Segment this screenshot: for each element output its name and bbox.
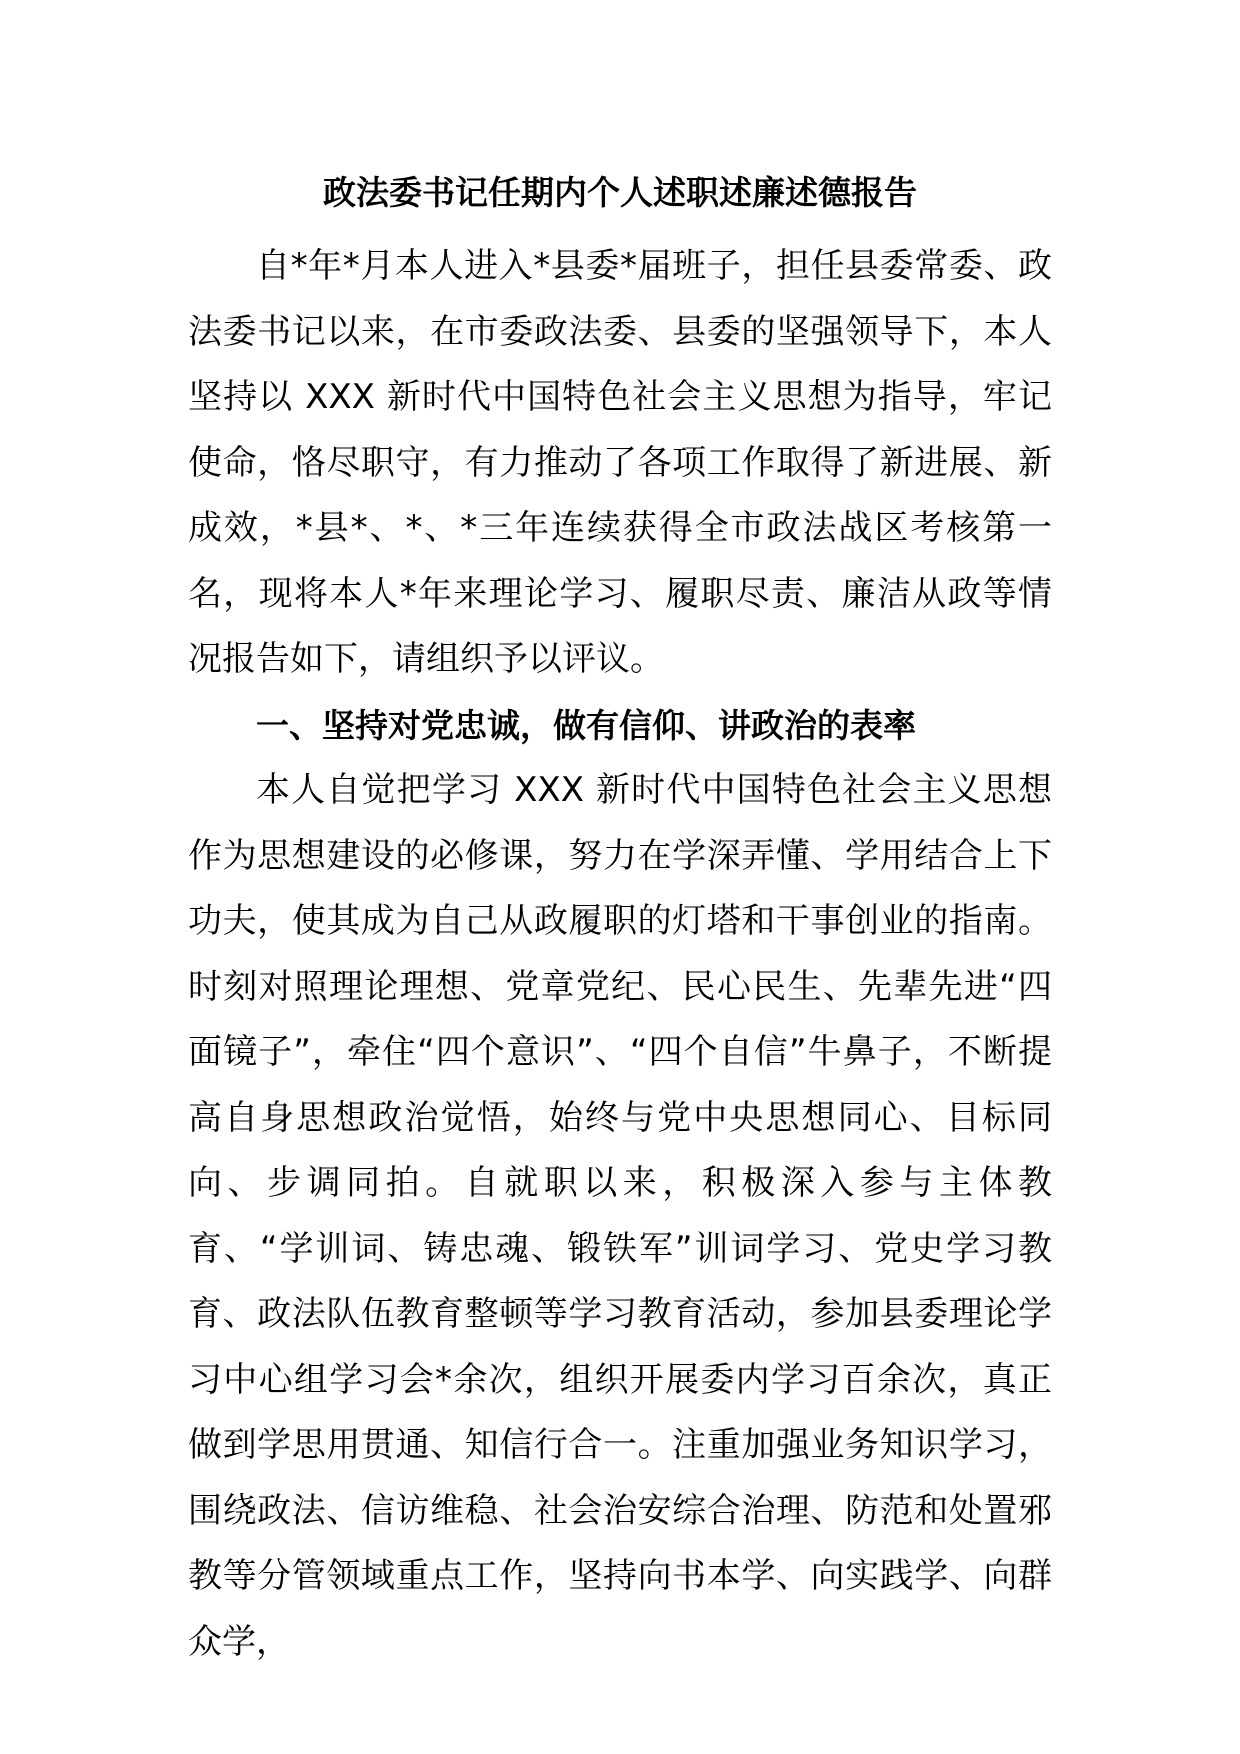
section-1-heading: 一、坚持对党忠诚，做有信仰、讲政治的表率 [256, 705, 916, 745]
document-content [188, 165, 1052, 1675]
section-1-paragraph: 本人自觉把学习 XXX 新时代中国特色社会主义思想作为思想建设的必修课，努力在学深弄懂、学用结合上下功夫，使其成为自己从政履职的灯塔和干事创业的指南。时刻对照理论理想、党章党纪、民心民生、先辈先进“四面镜子”，牵住“四个意识”、“四个自信”牛鼻子，不断提高自身思想政治觉悟，始终与党中央思想同心、目标同向、步调同拍。自就职以来，积极深入参与主体教育、“学训词、铸忠魂、锻铁军”训词学习、党史学习教育、政法队伍教育整顿等学习教育活动，参加县委理论学习中心组学习会*余次，组织开展委内学习百余次，真正做到学思用贯通、知信行合一。注重加强业务知识学习，围绕政法、信访维稳、社会治安综合治理、防范和处置邪教等分管领域重点工作，坚持向书本学、向实践学、向群众学， [188, 770, 1052, 1662]
document-title: 政法委书记任期内个人述职述廉述德报告 [323, 173, 917, 212]
intro-paragraph: 自*年*月本人进入*县委*届班子，担任县委常委、政法委书记以来，在市委政法委、县委的坚强领导下，本人坚持以 XXX 新时代中国特色社会主义思想为指导，牢记使命，恪尽职守，有力推动了各项工作取得了新进展、新成效，*县*、*、*三年连续获得全市政法战区考核第一名，现将本人*年来理论学习、履职尽责、廉洁从政等情况报告如下，请组织予以评议。 [188, 246, 1052, 679]
